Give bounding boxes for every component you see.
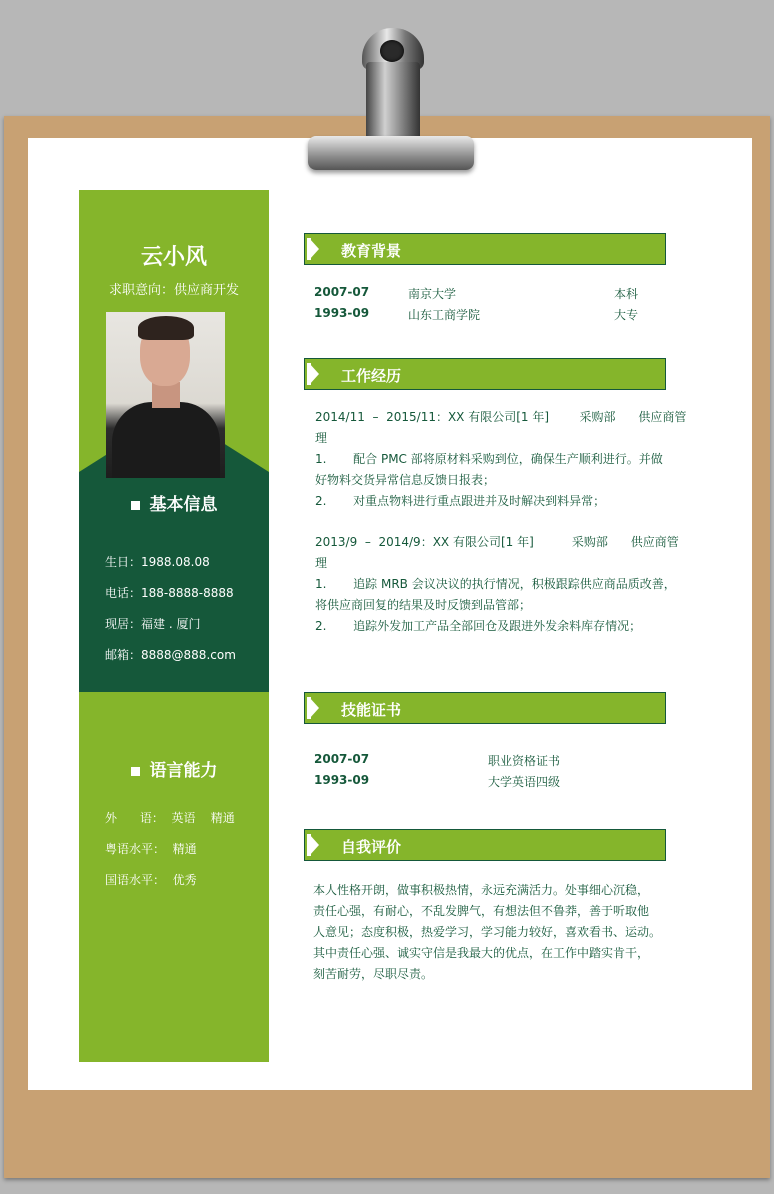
profile-photo xyxy=(106,312,225,478)
basic-info-heading: 基本信息 xyxy=(79,490,269,515)
info-phone: 电话：188-8888-8888 xyxy=(105,586,234,600)
photo-hair xyxy=(138,316,194,340)
work-duty: 1. 追踪 MRB 会议决议的执行情况，积极跟踪供应商品质改善， xyxy=(315,577,676,591)
section-title: 教育背景 xyxy=(341,242,402,260)
self-eval-line: 本人性格开朗，做事积极热情，永远充满活力。处事细心沉稳， xyxy=(313,883,650,897)
language-heading: 语言能力 xyxy=(79,756,269,781)
self-eval-text xyxy=(313,880,673,985)
work-entry-header: 2013/9 – 2014/9：XX 有限公司[1 年] 采购部 供应商管 xyxy=(315,535,679,549)
self-eval-line: 责任心强，有耐心，不乱发脾气，有想法但不鲁莽，善于听取他 xyxy=(313,904,650,918)
info-location: 现居：福建 . 厦门 xyxy=(105,617,201,631)
edu-degree: 大专 xyxy=(614,308,639,322)
job-intent: 求职意向：供应商开发 xyxy=(108,283,239,298)
info-email: 邮箱：8888@888.com xyxy=(105,648,236,662)
skill-cert: 职业资格证书 xyxy=(488,754,561,768)
skill-year: 1993-09 xyxy=(314,773,370,787)
work-entry-2 xyxy=(315,532,679,637)
photo-torso xyxy=(112,402,220,478)
self-eval-line: 人意见；态度积极，热爱学习，学习能力较好，喜欢看书、运动。 xyxy=(313,925,662,939)
work-duty: 1. 配合 PMC 部将原材料采购到位，确保生产顺利进行。并做 xyxy=(315,452,663,466)
candidate-name: 云小风 xyxy=(140,245,207,270)
square-bullet-icon xyxy=(131,501,140,510)
edu-school: 南京大学 xyxy=(408,287,457,301)
work-entry-header-cont: 理 xyxy=(315,431,328,445)
work-duty: 好物料交货异常信息反馈日报表； xyxy=(315,473,496,487)
section-title: 自我评价 xyxy=(341,838,402,856)
binder-clip-body xyxy=(366,62,420,142)
section-title: 工作经历 xyxy=(341,367,402,385)
edu-degree: 本科 xyxy=(614,287,639,301)
section-title: 技能证书 xyxy=(341,701,402,719)
self-eval-line: 其中责任心强、诚实守信是我最大的优点，在工作中踏实肯干， xyxy=(313,946,650,960)
self-eval-section-header xyxy=(304,829,666,861)
work-entry-1 xyxy=(315,407,687,512)
work-section-header xyxy=(304,358,666,390)
skill-year: 2007-07 xyxy=(314,752,370,766)
chevron-right-icon xyxy=(309,363,319,385)
chevron-right-icon xyxy=(309,697,319,719)
info-birthday: 生日：1988.08.08 xyxy=(105,555,210,569)
education-section-header xyxy=(304,233,666,265)
work-duty: 2. 追踪外发加工产品全部回仓及跟进外发余料库存情况； xyxy=(315,619,642,633)
edu-school: 山东工商学院 xyxy=(408,308,481,322)
self-eval-line: 刻苦耐劳，尽职尽责。 xyxy=(313,967,434,981)
binder-clip-hole xyxy=(380,40,404,62)
work-entry-header-cont: 理 xyxy=(315,556,328,570)
edu-year: 1993-09 xyxy=(314,306,370,320)
work-entry-header: 2014/11 – 2015/11：XX 有限公司[1 年] 采购部 供应商管 xyxy=(315,410,687,424)
language-mandarin: 国语水平： 优秀 xyxy=(105,873,197,887)
language-cantonese: 粤语水平： 精通 xyxy=(105,842,197,856)
binder-clip-base xyxy=(308,136,474,170)
square-bullet-icon xyxy=(131,767,140,776)
language-foreign: 外 语： 英语 精通 xyxy=(105,811,235,825)
skills-section-header xyxy=(304,692,666,724)
work-duty: 将供应商回复的结果及时反馈到品管部； xyxy=(315,598,532,612)
work-duty: 2. 对重点物料进行重点跟进并及时解决到料异常； xyxy=(315,494,606,508)
chevron-right-icon xyxy=(309,238,319,260)
chevron-right-icon xyxy=(309,834,319,856)
edu-year: 2007-07 xyxy=(314,285,370,299)
skill-cert: 大学英语四级 xyxy=(488,775,561,789)
